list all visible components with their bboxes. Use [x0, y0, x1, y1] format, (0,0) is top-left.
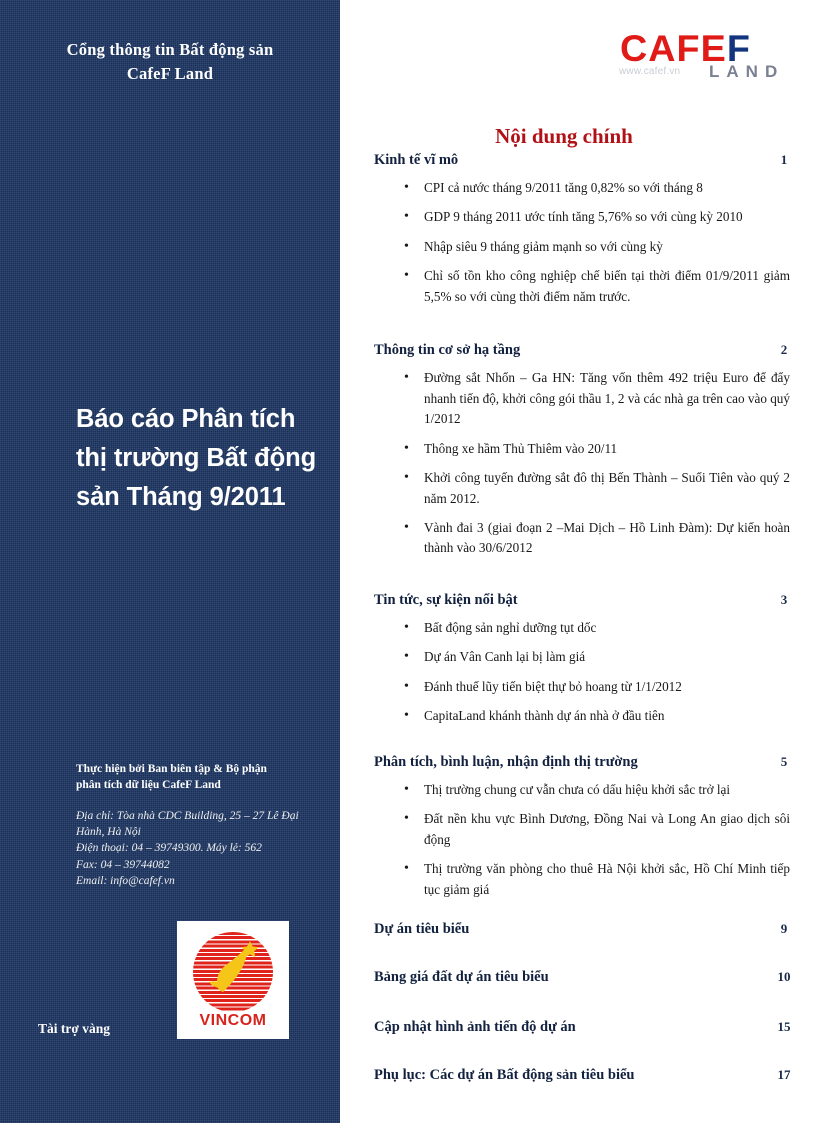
- spacer: [374, 1036, 808, 1067]
- report-title-line1: Báo cáo Phân tích: [76, 405, 296, 434]
- credit-block: [76, 761, 326, 889]
- list-item: • Đánh thuế lũy tiến biệt thự bỏ hoang từ 1/1/2012: [424, 677, 790, 697]
- toc-entry-heading[interactable]: [374, 342, 808, 359]
- toc-section-kinh-te-vi-mo: [374, 152, 808, 307]
- toc-bullet-list: [374, 780, 808, 900]
- cafef-land-logo: [617, 30, 803, 82]
- toc-entry-label: Phụ lục: Các dự án Bất động sản tiêu biểu: [374, 1066, 635, 1083]
- portal-brand: [0, 38, 340, 86]
- toc-bullet-list: [374, 368, 808, 559]
- cover-sidebar: [0, 0, 340, 1123]
- table-of-contents: [374, 152, 808, 1084]
- toc-entry-heading[interactable]: [374, 921, 808, 938]
- toc-entry-label: Phân tích, bình luận, nhận định thị trường: [374, 753, 638, 770]
- toc-title: Nội dung chính: [495, 124, 633, 149]
- list-item: • Đất nền khu vực Bình Dương, Đồng Nai và Long An giao dịch sôi động: [424, 809, 790, 850]
- toc-section-cap-nhat-hinh-anh: [374, 1019, 808, 1036]
- sponsor-label: Tài trợ vàng: [38, 1021, 110, 1036]
- list-item: • Vành đai 3 (giai đoạn 2 –Mai Dịch – Hồ Linh Đàm): Dự kiến hoàn thành vào 30/6/2012: [424, 518, 790, 559]
- list-item: • Bất động sản nghỉ dưỡng tụt dốc: [424, 618, 790, 638]
- toc-section-thong-tin-co-so-ha-tang: [374, 342, 808, 559]
- contact-email: Email: info@cafef.vn: [76, 874, 175, 887]
- contact-fax: Fax: 04 – 39744082: [76, 858, 170, 871]
- vincom-sponsor-logo: [177, 921, 289, 1039]
- credit-heading: [76, 761, 326, 794]
- toc-entry-heading[interactable]: [374, 152, 808, 169]
- toc-entry-page: 9: [780, 920, 788, 936]
- toc-entry-label: Tin tức, sự kiện nổi bật: [374, 591, 518, 608]
- list-item: • Thông xe hầm Thủ Thiêm vào 20/11: [424, 439, 790, 459]
- portal-brand-line1: Cổng thông tin Bất động sản: [66, 40, 274, 59]
- list-item: • GDP 9 tháng 2011 ước tính tăng 5,76% so với cùng kỳ 2010: [424, 207, 790, 227]
- cafef-wordmark-main: CAFE: [620, 28, 727, 69]
- spacer: [374, 316, 808, 342]
- vincom-circle-icon: [193, 932, 273, 1012]
- toc-section-tin-tuc-su-kien-noi-bat: [374, 592, 808, 727]
- toc-entry-heading[interactable]: [374, 754, 808, 771]
- toc-entry-heading[interactable]: [374, 1067, 808, 1084]
- toc-section-du-an-tieu-bieu: [374, 921, 808, 938]
- toc-entry-page: 2: [780, 342, 788, 358]
- spacer: [374, 909, 808, 921]
- toc-entry-heading[interactable]: [374, 969, 808, 986]
- list-item: • Thị trường chung cư vẫn chưa có dấu hiệu khởi sắc trở lại: [424, 780, 790, 800]
- toc-entry-label: Kinh tế vĩ mô: [374, 152, 459, 168]
- list-item: • Chỉ số tồn kho công nghiệp chế biến tại thời điểm 01/9/2011 giảm 5,5% so với cùng thời điểm năm trước.: [424, 266, 790, 307]
- list-item: • CPI cả nước tháng 9/2011 tăng 0,82% so với tháng 8: [424, 178, 790, 198]
- toc-bullet-list: [374, 618, 808, 727]
- toc-bullet-list: [374, 178, 808, 307]
- list-item: • Thị trường văn phòng cho thuê Hà Nội khởi sắc, Hồ Chí Minh tiếp tục giảm giá: [424, 859, 790, 900]
- list-item: • CapitaLand khánh thành dự án nhà ở đầu tiên: [424, 706, 790, 726]
- toc-entry-page: 10: [777, 968, 791, 984]
- toc-entry-label: Thông tin cơ sở hạ tầng: [374, 342, 521, 359]
- cafef-wordmark-last-letter: F: [726, 28, 751, 69]
- vincom-bird-icon: [193, 932, 273, 1012]
- spacer: [374, 986, 808, 1019]
- toc-entry-label: Cập nhật hình ảnh tiến độ dự án: [374, 1018, 576, 1035]
- spacer: [374, 938, 808, 969]
- cafef-land-text: LAND: [709, 62, 785, 81]
- toc-section-bang-gia-dat: [374, 969, 808, 986]
- report-title-line2: thị trường Bất động: [76, 444, 317, 473]
- toc-entry-label: Dự án tiêu biểu: [374, 920, 470, 937]
- toc-section-phan-tich-binh-luan: [374, 754, 808, 900]
- contact-address-line1: Địa chỉ: Tòa nhà CDC Building, 25 – 27 Lê Đại: [76, 809, 299, 822]
- contact-details: [76, 808, 326, 890]
- report-title-line3: sản Tháng 9/2011: [76, 483, 286, 512]
- toc-entry-page: 5: [780, 753, 788, 769]
- list-item: • Dự án Vân Canh lại bị làm giá: [424, 647, 790, 667]
- toc-entry-label: Bảng giá đất dự án tiêu biểu: [374, 968, 549, 985]
- portal-brand-line2: CafeF Land: [126, 63, 214, 83]
- toc-entry-page: 17: [777, 1066, 791, 1082]
- spacer: [374, 568, 808, 592]
- credit-heading-line2: phân tích dữ liệu CafeF Land: [76, 779, 221, 792]
- spacer: [374, 736, 808, 754]
- cover-content: [340, 0, 816, 1123]
- report-title: [76, 400, 338, 517]
- list-item: • Đường sắt Nhổn – Ga HN: Tăng vốn thêm 492 triệu Euro để đẩy nhanh tiến độ, khởi công gói thầu 1, 2 và các nhà ga trên cao vào quý 1/2012: [424, 368, 790, 429]
- toc-entry-page: 1: [780, 152, 788, 167]
- cafef-url-text: www.cafef.vn: [619, 66, 681, 77]
- toc-section-phu-luc: [374, 1067, 808, 1084]
- contact-phone: Điện thoại: 04 – 39749300. Máy lẻ: 562: [76, 842, 262, 855]
- toc-entry-heading[interactable]: [374, 1019, 808, 1036]
- list-item: • Nhập siêu 9 tháng giảm mạnh so với cùng kỳ: [424, 237, 790, 257]
- toc-entry-page: 15: [777, 1018, 791, 1034]
- contact-address-line2: Hành, Hà Nội: [76, 825, 141, 838]
- vincom-wordmark: VINCOM: [199, 1012, 267, 1029]
- toc-entry-page: 3: [780, 591, 788, 607]
- toc-entry-heading[interactable]: [374, 592, 808, 609]
- credit-heading-line1: Thực hiện bởi Ban biên tập & Bộ phận: [76, 763, 267, 775]
- list-item: • Khởi công tuyến đường sắt đô thị Bến Thành – Suối Tiên vào quý 2 năm 2012.: [424, 468, 790, 509]
